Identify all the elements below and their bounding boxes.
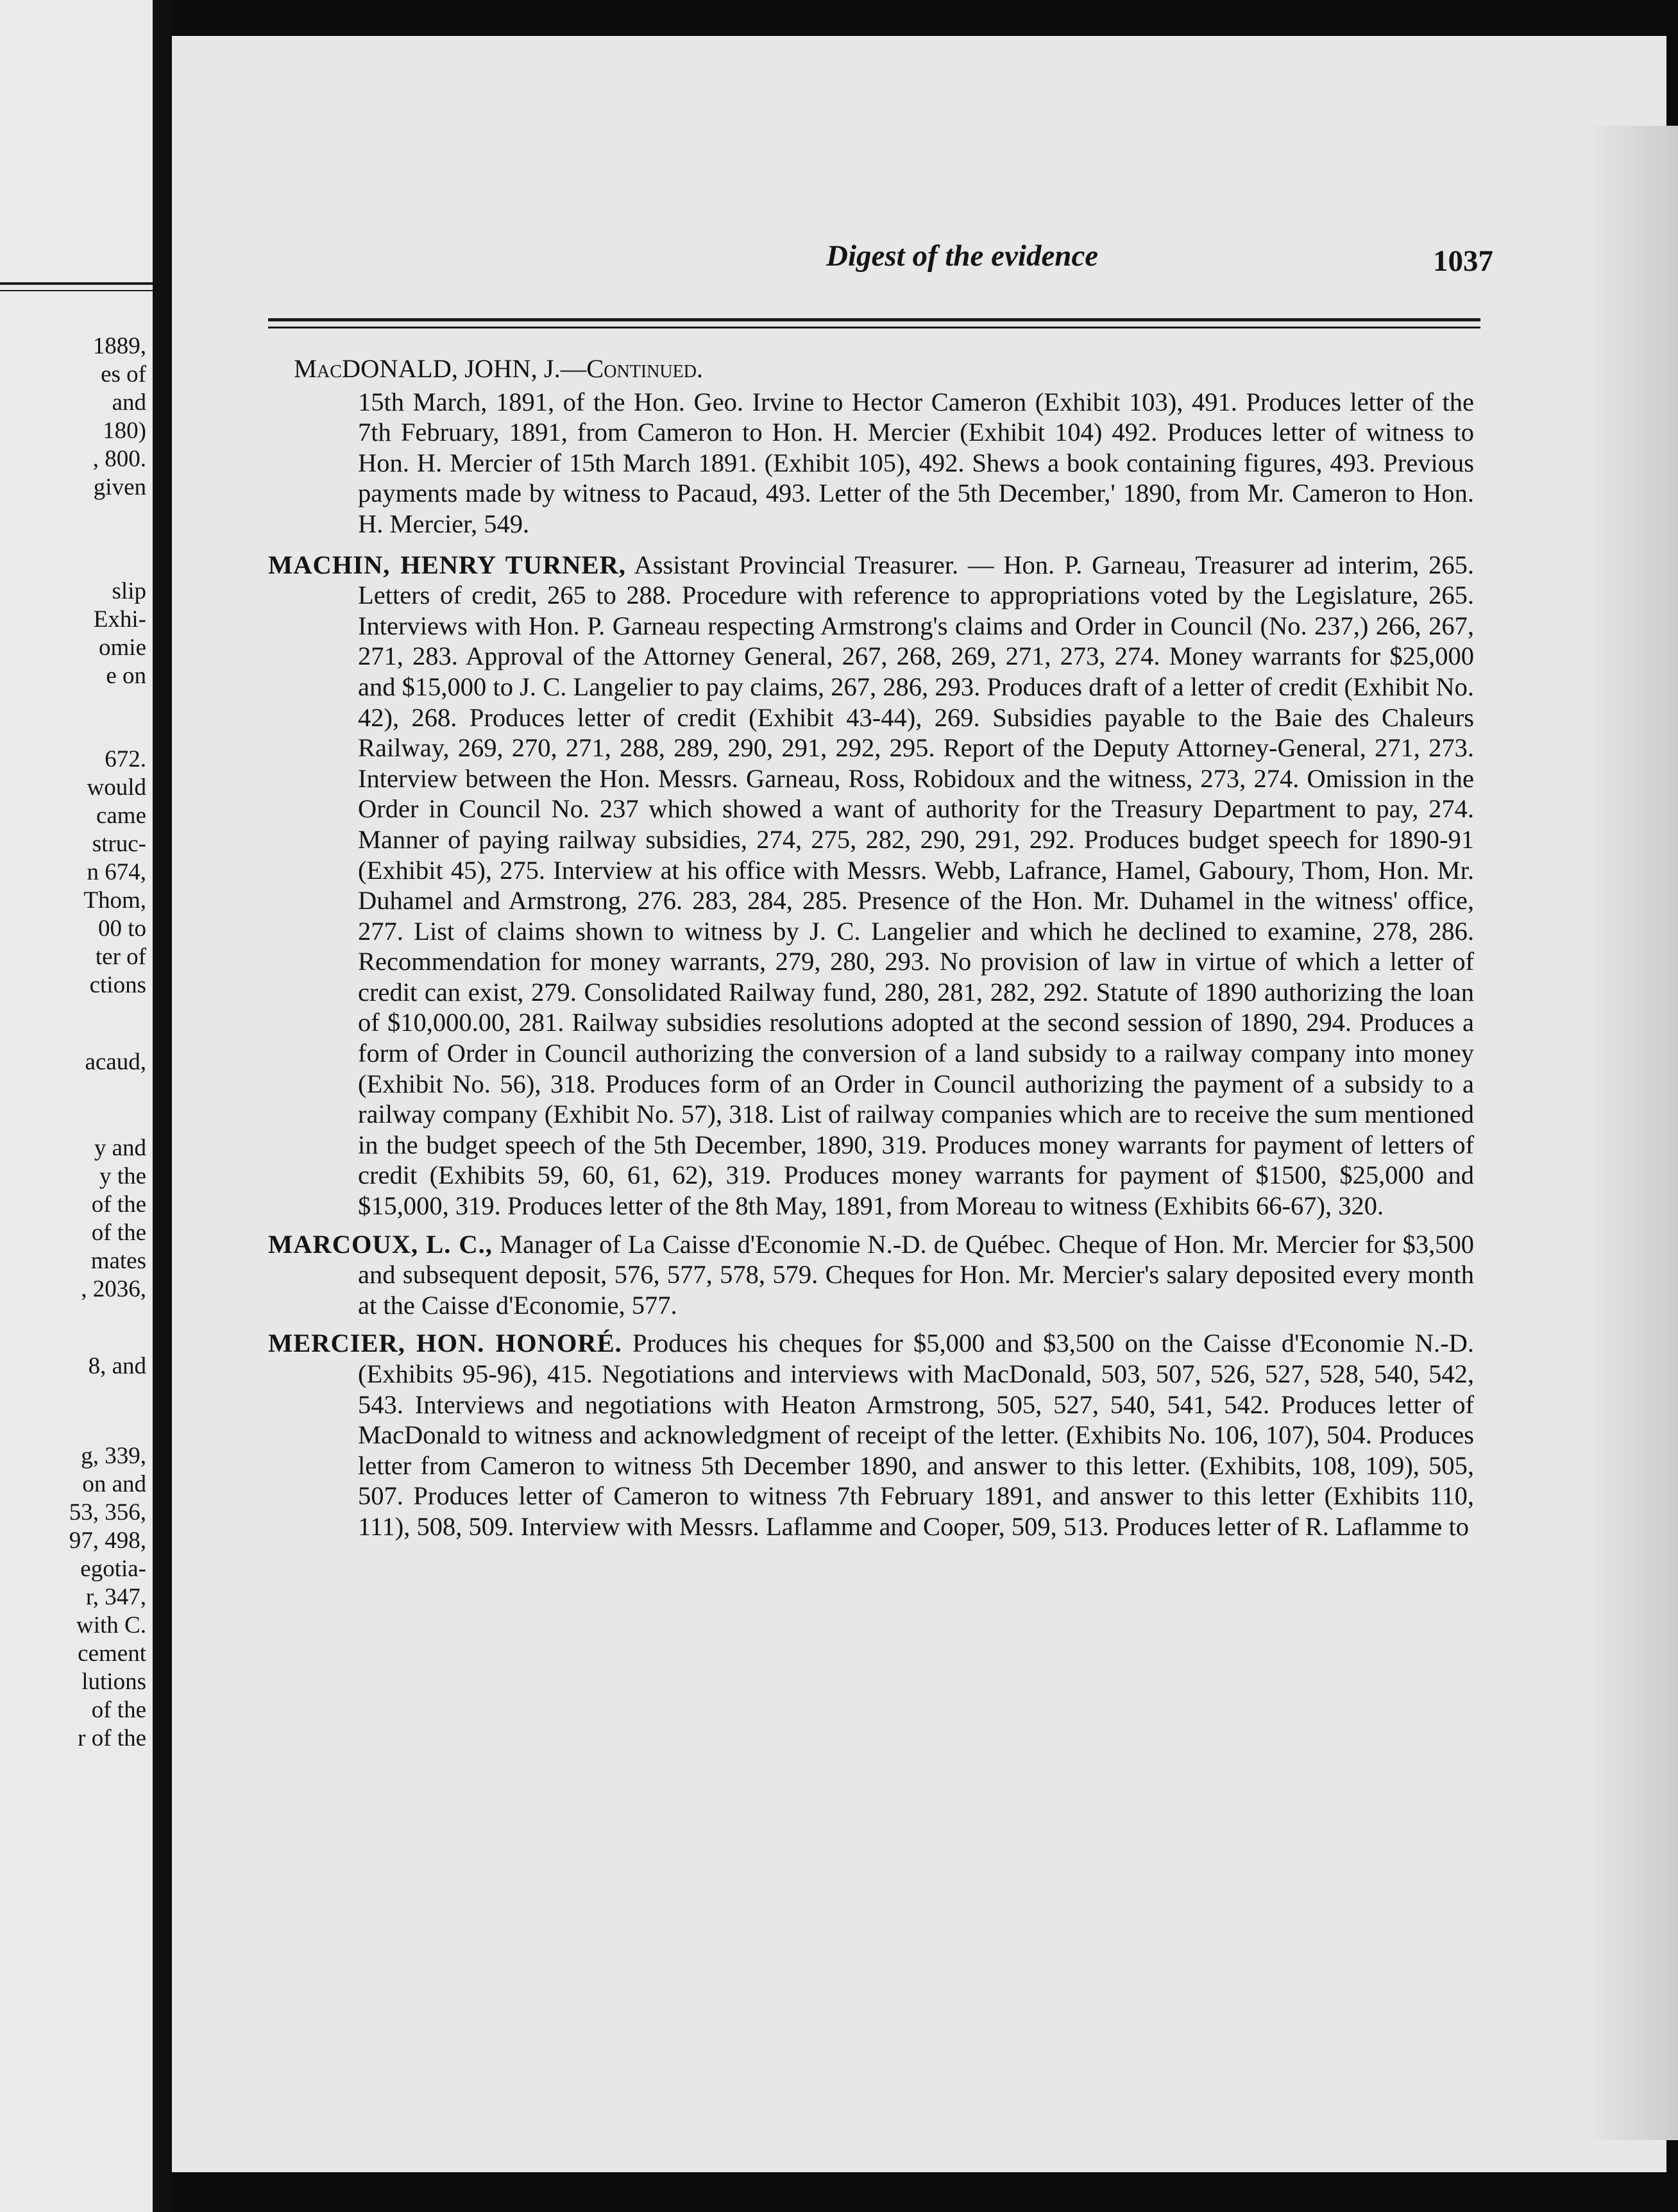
header-rule <box>268 318 1480 321</box>
left-page-line: 1889, <box>92 333 146 359</box>
left-page-line: 180) <box>103 418 146 444</box>
left-page-line: , 2036, <box>81 1276 146 1302</box>
left-page-line: r, 347, <box>85 1584 146 1610</box>
book-page <box>172 36 1666 2172</box>
left-page-line: with C. <box>76 1612 146 1638</box>
left-page-line: and <box>112 389 146 416</box>
left-page-line: es of <box>101 361 146 387</box>
index-entry <box>268 1328 1474 1542</box>
index-entry <box>268 1229 1474 1321</box>
entry-text: Assistant Provincial Treasurer. — Hon. P. Garneau, Treasurer ad interim, 265. Letters of credit, 265 to 288. Procedure with reference to appropriations voted by the Legislature, 265. Interviews with Hon. P. Garneau respecting Armstrong's claims and Order in Council (No. 237,) 266, 267, 271, 283. Approval of the Attorney General, 267, 268, 269, 271, 273, 274. Money warrants for $25,000 and $15,000 to J. C. Langelier to pay claims, 267, 286, 293. Produces draft of a letter of credit (Exhibit No. 42), 268. Produces letter of credit (Exhibit 43-44), 269. Subsidies payable to the Baie des Chaleurs Railway, 269, 270, 271, 288, 289, 290, 291, 292, 295. Report of the Deputy Attorney-General, 271, 273. Interview between the Hon. Messrs. Garneau, Ross, Robidoux and the witness, 273, 274. Omission in the Order in Council No. 237 which showed a want of authority for the Treasury Department to pay, 274. Manner of paying railway subsidies, 274, 275, 282, 290, 291, 292. Produces budget speech for 1890-91 (Exhibit 45), 275. Interview at his office with Messrs. Webb, Lafrance, Hamel, Gaboury, Thom, Hon. Mr. Duhamel and Armstrong, 276. 283, 284, 285. Presence of the Hon. Mr. Duhamel in the witness' office, 277. List of claims shown to witness by J. C. Langelier and which he declined to examine, 278, 286. Recommendation for money warrants, 279, 280, 293. No provision of law in virtue of which a letter of credit can exist, 279. Consolidated Railway fund, 280, 281, 282, 292. Statute of 1890 authorizing the loan of $10,000.00, 281. Railway subsidies resolutions adopted at the second session of 1890, 294. Produces a form of Order in Council authorizing the conversion of a land subsidy to a railway company into money (Exhibit No. 56), 318. Produces form of an Order in Council authorizing the payment of a subsidy to a railway company (Exhibit No. 57), 318. List of railway companies which are to receive the sum mentioned in the budget speech of the 5th December, 1890, 319. Produces money warrants for payment of letters of credit (Exhibits 59, 60, 61, 62), 319. Produces money warrants for payment of $1500, $25,000 and $15,000, 319. Produces letter of the 8th May, 1891, from Moreau to witness (Exhibits 66-67), 320. <box>358 550 1475 1221</box>
left-page-line: given <box>93 474 146 500</box>
left-page-line: g, 339, <box>81 1443 146 1469</box>
entry-text: Produces his cheques for $5,000 and $3,500 on the Caisse d'Economie N.-D. (Exhibits 95-96), 415. Negotiations and interviews with MacDonald, 503, 507, 526, 527, 528, 540, 542, 543. Interviews and negotiations with Heaton Armstrong, 505, 527, 540, 541, 542. Produces letter of MacDonald to witness and acknowledgment of receipt of the letter. (Exhibits No. 106, 107), 504. Produces letter from Cameron to witness 5th December 1890, and answer to this letter. (Exhibits, 108, 109), 505, 507. Produces letter of Cameron to witness 7th February 1891, and answer to this letter (Exhibits 110, 111), 508, 509. Interview with Messrs. Laflamme and Cooper, 509, 513. Produces letter of R. Laflamme to <box>358 1329 1475 1541</box>
left-page-line: on and <box>82 1471 146 1497</box>
left-page-line: ter of <box>95 944 146 970</box>
header-rule <box>268 327 1480 328</box>
running-head: Digest of the evidence <box>826 239 1099 273</box>
left-page-line: Exhi- <box>93 606 146 633</box>
entry-name: MacDONALD, JOHN, J.—Continued. <box>294 354 704 383</box>
entry-name: MACHIN, HENRY TURNER, <box>268 550 626 579</box>
page-shadow <box>1583 126 1678 2140</box>
left-page-line: Thom, <box>83 887 146 914</box>
left-page-line: n 674, <box>87 859 146 885</box>
index-entry <box>268 550 1474 1221</box>
left-page-line: 00 to <box>97 915 146 942</box>
left-page-line: omie <box>99 634 146 661</box>
left-page-line: acaud, <box>85 1049 146 1075</box>
left-page-line: mates <box>90 1248 146 1274</box>
left-page-line: 672. <box>105 746 146 772</box>
left-page-rule <box>0 290 153 291</box>
left-page-line: lutions <box>81 1669 146 1695</box>
entry-name: MERCIER, HON. HONORÉ. <box>268 1329 622 1358</box>
left-page-line: , 800. <box>92 446 146 472</box>
left-page-line: would <box>87 774 146 801</box>
left-page-line: came <box>96 803 146 829</box>
entry-name: MARCOUX, L. C., <box>268 1229 493 1259</box>
left-page-line: slip <box>112 578 146 604</box>
left-page-line: of the <box>91 1191 146 1218</box>
page-header <box>281 239 1493 290</box>
left-page-line: egotia- <box>80 1556 146 1582</box>
left-page-line: of the <box>91 1220 146 1246</box>
left-page-line: 8, and <box>88 1353 146 1379</box>
left-page-line: 97, 498, <box>69 1527 146 1554</box>
left-page-line: cement <box>78 1640 146 1667</box>
left-page-line: 53, 356, <box>69 1499 146 1526</box>
page-number: 1037 <box>1433 244 1493 278</box>
previous-page-fragment <box>0 0 153 2212</box>
book-gutter <box>153 0 172 2212</box>
entry-text: Manager of La Caisse d'Economie N.-D. de Québec. Cheque of Hon. Mr. Mercier for $3,500 and subsequent deposit, 576, 577, 578, 579. Cheques for Hon. Mr. Mercier's salary deposited every month at the Caisse d'Economie, 577. <box>358 1229 1475 1320</box>
index-content <box>268 353 1474 1550</box>
left-page-line: of the <box>91 1697 146 1723</box>
left-page-line: y the <box>99 1163 146 1189</box>
left-page-line: ctions <box>89 972 146 998</box>
left-page-line: e on <box>106 663 146 689</box>
index-entry <box>268 353 1474 540</box>
entry-text: 15th March, 1891, of the Hon. Geo. Irvine to Hector Cameron (Exhibit 103), 491. Produces letter of the 7th February, 1891, from Cameron to Hon. H. Mercier (Exhibit 104) 492. Produces letter of witness to Hon. H. Mercier of 15th March 1891. (Exhibit 105), 492. Shews a book containing figures, 493. Previous payments made by witness to Pacaud, 493. Letter of the 5th December,' 1890, from Mr. Cameron to Hon. H. Mercier, 549. <box>358 387 1474 538</box>
left-page-line: struc- <box>92 831 146 857</box>
left-page-line: y and <box>94 1135 146 1161</box>
left-page-rule <box>0 282 153 285</box>
left-page-line: r of the <box>78 1725 146 1751</box>
